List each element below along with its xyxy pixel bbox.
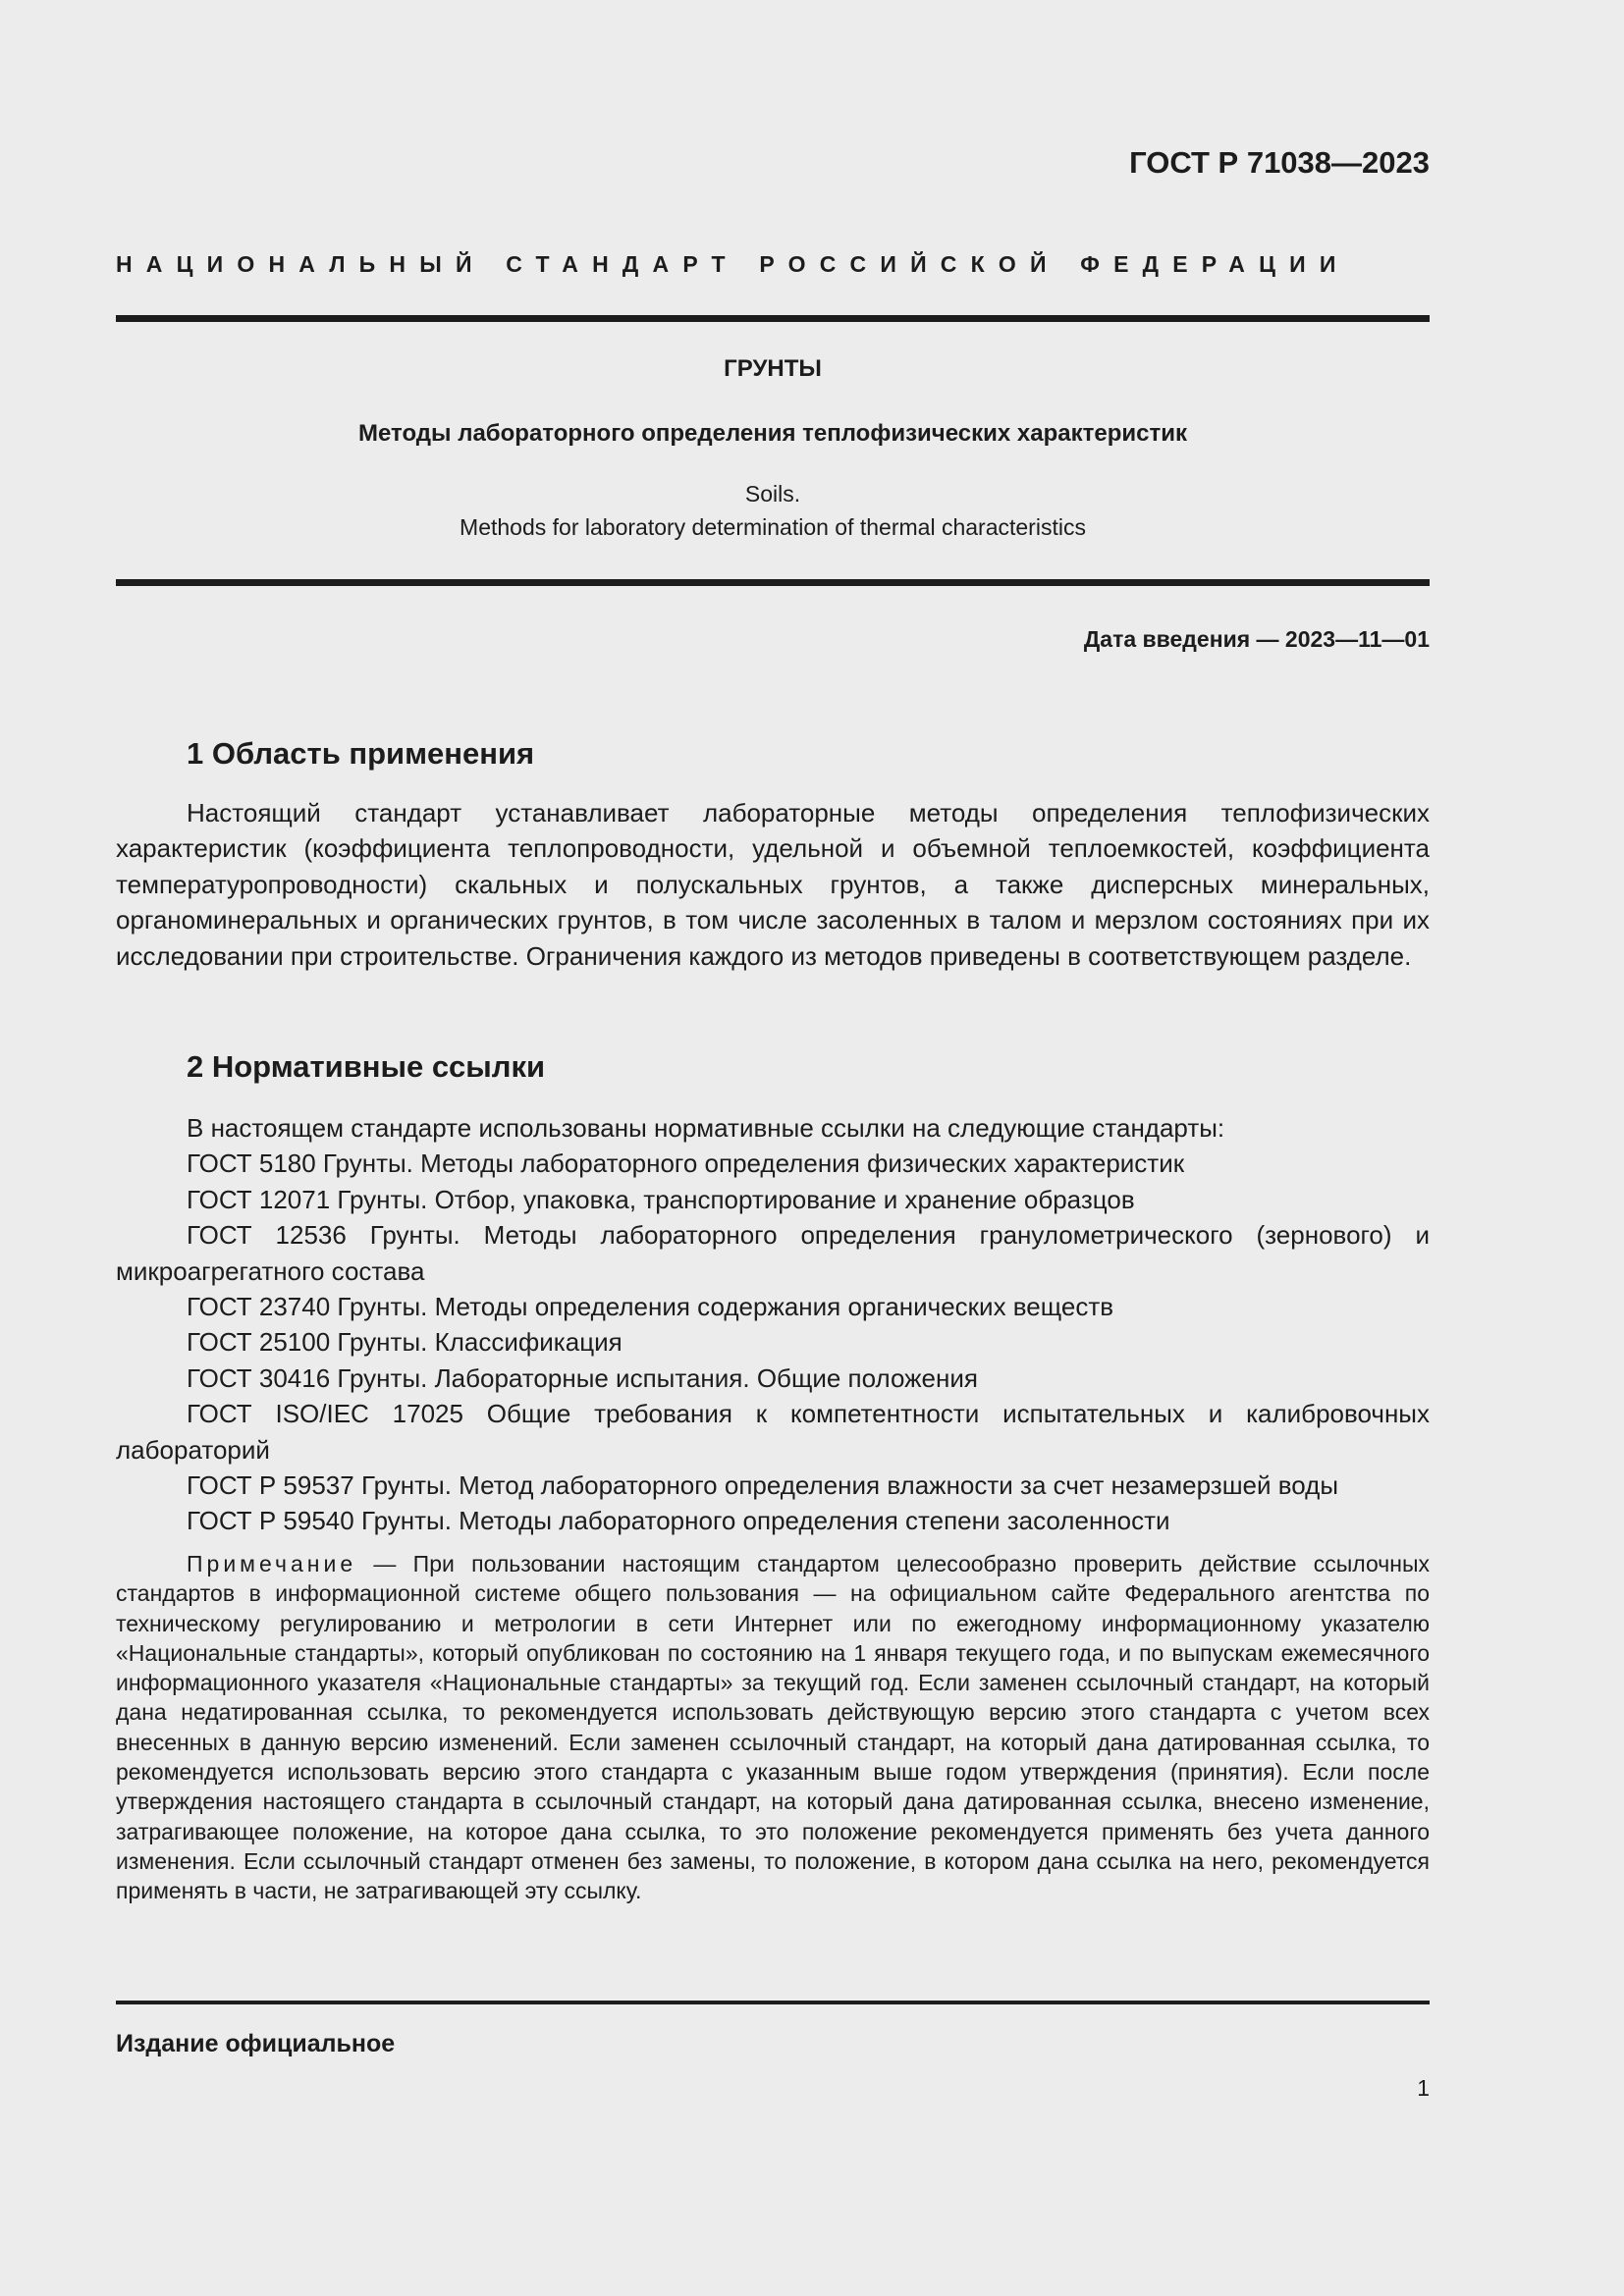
reference-item: ГОСТ Р 59537 Грунты. Метод лабораторного определения влажности за счет незамерзшей воды <box>187 1470 1339 1501</box>
reference-item: ГОСТ 23740 Грунты. Методы определения содержания органических веществ <box>187 1292 1114 1322</box>
reference-item: ГОСТ 25100 Грунты. Классификация <box>187 1327 623 1358</box>
reference-item: ГОСТ 12536 Грунты. Методы лабораторного определения гранулометрического (зернового) и микроагрегатного состава <box>116 1220 1430 1286</box>
document-number: ГОСТ Р 71038—2023 <box>1129 145 1430 180</box>
english-title-line-1: Soils. <box>744 481 801 507</box>
references-intro: В настоящем стандарте использованы нормативные ссылки на следующие стандарты: <box>187 1113 1225 1143</box>
note-label: Примечание <box>187 1551 357 1576</box>
reference-item: ГОСТ ISO/IEC 17025 Общие требования к компетентности испытательных и калибровочных лабораторий <box>116 1399 1430 1465</box>
section-1-body: Настоящий стандарт устанавливает лабораторные методы определения теплофизических характеристик (коэффициента теплопроводности, удельной и объемной теплоемкостей, коэффициента температуропроводности) скальных и полускальных грунтов, а также дисперсных минеральных, органоминеральных и органических грунтов, в том числе засоленных в талом и мерзлом состояниях при их исследовании при строительстве. Ограничения каждого из методов приведены в соответствующем разделе. <box>116 798 1430 971</box>
reference-item: ГОСТ 30416 Грунты. Лабораторные испытания. Общие положения <box>187 1362 978 1393</box>
document-title: ГРУНТЫ <box>724 355 822 382</box>
title-divider <box>116 579 1430 586</box>
top-divider <box>116 315 1430 322</box>
normative-references <box>116 1110 1430 1539</box>
document-subtitle: Методы лабораторного определения теплофизических характеристик <box>358 420 1187 447</box>
english-title-line-2: Methods for laboratory determination of thermal characteristics <box>460 514 1086 540</box>
footer-divider <box>116 2001 1430 2004</box>
standard-series-heading: НАЦИОНАЛЬНЫЙ СТАНДАРТ РОССИЙСКОЙ ФЕДЕРАЦИИ <box>116 251 1350 277</box>
note-text: — При пользовании настоящим стандартом целесообразно проверить действие ссылочных стандартов в информационной системе общего пользования — на официальном сайте Федерального агентства по техническому регулированию и метрологии в сети Интернет или по ежегодному информационному указателю «Национальные стандарты», который опубликован по состоянию на 1 января текущего года, и по выпускам ежемесячного информационного указателя «Национальные стандарты» за текущий год. Если заменен ссылочный стандарт, на который дана недатированная ссылка, то рекомендуется использовать действующую версию этого стандарта с учетом всех внесенных в данную версию изменений. Если заменен ссылочный стандарт, на который дана датированная ссылка, то рекомендуется использовать версию этого стандарта с указанным выше годом утверждения (принятия). Если после утверждения настоящего стандарта в ссылочный стандарт, на который дана датированная ссылка, внесено изменение, затрагивающее положение, на которое дана ссылка, то это положение рекомендуется применять без учета данного изменения. Если ссылочный стандарт отменен без замены, то положение, в котором дана ссылка на него, рекомендуется применять в части, не затрагивающей эту ссылку. <box>116 1551 1430 1904</box>
official-edition-label: Издание официальное <box>116 2030 396 2057</box>
introduction-date: Дата введения — 2023—11—01 <box>1083 626 1430 652</box>
reference-item: ГОСТ 12071 Грунты. Отбор, упаковка, транспортирование и хранение образцов <box>187 1184 1135 1214</box>
section-2-heading: 2 Нормативные ссылки <box>187 1049 546 1084</box>
reference-item: ГОСТ 5180 Грунты. Методы лабораторного определения физических характеристик <box>187 1148 1185 1179</box>
reference-item: ГОСТ Р 59540 Грунты. Методы лабораторного определения степени засоленности <box>187 1506 1170 1536</box>
references-note <box>116 1549 1430 1906</box>
page-number: 1 <box>1417 2075 1430 2101</box>
section-1-heading: 1 Область применения <box>187 736 535 771</box>
